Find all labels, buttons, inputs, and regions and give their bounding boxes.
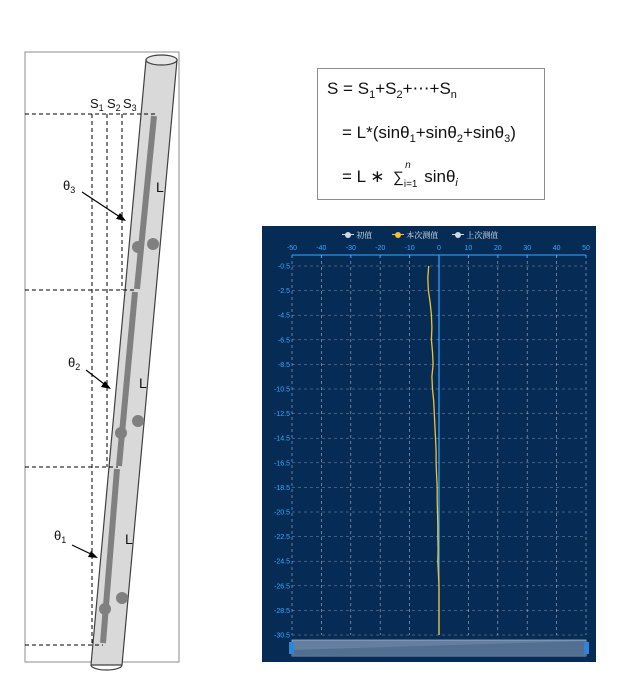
y-tick-label: -12.5 <box>274 411 290 419</box>
formula-text: +sinθ <box>415 123 457 142</box>
y-tick-label: -4.5 <box>277 312 290 320</box>
formula-line-3 <box>342 160 458 190</box>
formula-sub: 1 <box>369 89 376 101</box>
y-tick-label: -14.5 <box>274 435 290 443</box>
segment-length-label: L <box>125 531 133 547</box>
formula-sub: 2 <box>456 133 463 145</box>
formula-text: sinθ <box>419 167 456 186</box>
chart-plot <box>262 226 596 662</box>
casing-pipe-bottom <box>91 665 122 670</box>
range-slider-handle-right[interactable] <box>584 642 589 654</box>
probe-wheel <box>116 592 128 604</box>
summation-lower: i=1 <box>403 179 418 190</box>
legend-label: 本次测值 <box>406 231 439 240</box>
arrowhead-icon <box>116 213 126 221</box>
y-tick-label: -26.5 <box>274 583 290 591</box>
x-tick-label: 50 <box>582 245 590 252</box>
probe-wheel <box>132 415 144 427</box>
series-line-current <box>428 266 439 635</box>
formula-sub: 3 <box>504 133 511 145</box>
x-tick-label: -40 <box>316 245 327 252</box>
casing-pipe <box>91 60 177 665</box>
s2-label: $S_2$ <box>107 96 121 113</box>
x-tick-label: 30 <box>523 245 532 252</box>
y-tick-label: -28.5 <box>274 607 290 615</box>
y-tick-label: -18.5 <box>274 484 290 492</box>
formula-text: = L ∗ <box>342 167 390 186</box>
formula-text: +S <box>375 79 397 98</box>
x-tick-label: 10 <box>464 245 473 252</box>
y-tick-label: -22.5 <box>274 534 290 542</box>
formula-line-1 <box>327 79 457 101</box>
y-tick-label: -16.5 <box>274 460 290 468</box>
summation-symbol: ∑ <box>393 169 404 186</box>
legend-label: 初值 <box>356 231 373 240</box>
theta1-label: $\theta_1$ <box>54 528 67 545</box>
summation <box>393 160 418 190</box>
formula-text: S = S <box>327 79 370 98</box>
probe-wheel <box>132 241 144 253</box>
summation-upper: n <box>405 160 411 171</box>
probe-wheel <box>147 238 159 250</box>
arrowhead-icon <box>88 551 98 558</box>
angle-arrow-3 <box>82 192 123 219</box>
formula-sub: 1 <box>409 133 416 145</box>
x-tick-label: -20 <box>375 245 386 252</box>
formula-sub: n <box>450 89 457 101</box>
range-slider-handle-left[interactable] <box>289 642 294 654</box>
formula-text: +sinθ <box>462 123 505 142</box>
y-tick-label: -10.5 <box>274 386 290 394</box>
y-tick-label: -20.5 <box>274 509 290 517</box>
formula-sub: i <box>455 177 458 189</box>
formula-text: = L*(sinθ <box>342 123 410 142</box>
x-tick-label: -50 <box>286 245 298 252</box>
formula-text: +⋯+S <box>402 79 451 98</box>
probe-wheel <box>115 427 127 439</box>
theta2-label: $\theta_2$ <box>68 355 81 372</box>
formula-sub: 2 <box>396 89 403 101</box>
segment-length-label: L <box>139 375 147 391</box>
y-tick-label: -24.5 <box>274 558 290 566</box>
x-tick-label: -30 <box>345 245 356 252</box>
deflection-chart-panel <box>262 226 596 662</box>
s1-label: $S_1$ <box>90 96 104 113</box>
y-tick-label: -0.5 <box>277 263 290 271</box>
theta3-label: $\theta_3$ <box>63 178 76 195</box>
formula-box <box>317 68 545 200</box>
probe-wheel <box>99 603 111 615</box>
casing-pipe-top <box>146 55 177 65</box>
y-tick-label: -6.5 <box>277 337 290 345</box>
y-tick-label: -8.5 <box>277 361 290 369</box>
y-tick-label: -30.5 <box>274 632 290 640</box>
x-tick-label: 20 <box>493 245 502 252</box>
s3-label: $S_3$ <box>123 96 137 113</box>
x-tick-label: 40 <box>552 245 561 252</box>
legend-label: 上次测值 <box>466 231 499 240</box>
formula-line-2 <box>342 123 516 145</box>
y-tick-label: -2.5 <box>277 288 290 296</box>
x-tick-label: -10 <box>404 245 415 252</box>
formula-text: ) <box>510 123 516 142</box>
x-tick-label: 0 <box>437 245 441 252</box>
segment-length-label: L <box>156 179 164 195</box>
